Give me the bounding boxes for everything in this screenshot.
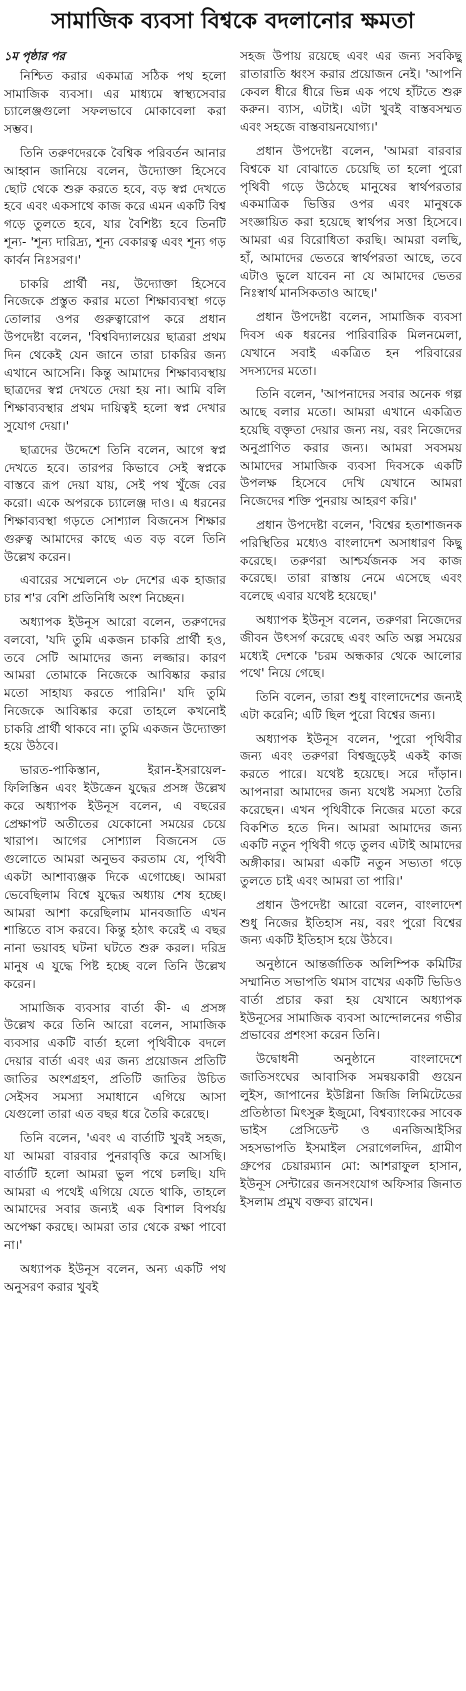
left-column	[4, 48, 226, 1686]
article-headline: সামাজিক ব্যবসা বিশ্বকে বদলানোর ক্ষমতা	[51, 9, 415, 34]
paragraph: ভারত-পাকিস্তান, ইরান-ইসরায়েল-ফিলিস্তিন এবং ইউক্রেন যুদ্ধের প্রসঙ্গ উল্লেখ করে অধ্যাপক ইউনূস বলেন, এ বছরের প্রেক্ষাপট অতীতের যেকোনো সময়ের চেয়ে খারাপ। আগের সোশ্যাল বিজনেস ডে গুলোতে আমরা অনুভব করতাম যে, পৃথিবী একটা আশাব্যঞ্জক দিকে এগোচ্ছে। আমরা ভেবেছিলাম বিশ্বে যুদ্ধের অধ্যায় শেষ হচ্ছে। আমরা আশা করেছিলাম মানবজাতি এখন শান্তিতে বাস করবে। কিন্তু হঠাৎ করেই এ বছর নানা ভয়াবহ ঘটনা ঘটতে শুরু করল। দরিদ্র মানুষ এ যুদ্ধে পিষ্ট হচ্ছে বলে তিনি উল্লেখ করেন।	[4, 763, 226, 991]
paragraph: চাকরি প্রার্থী নয়, উদ্যোক্তা হিসেবে নিজেকে প্রস্তুত করার মতো শিক্ষাব্যবস্থা গড়ে তোলার ওপর গুরুত্বারোপ করে প্রধান উপদেষ্টা বলেন, 'বিশ্ববিদ্যালয়ের ছাত্ররা প্রথম দিন থেকেই যেন জানে তারা চাকরির জন্য এখানে আসেনি। কিন্তু আমাদের শিক্ষাব্যবস্থায় ছাত্রদের স্বপ্ন দেখতে দেয়া হয় না। আমি বলি শিক্ষাব্যবস্থার প্রথম দায়িত্বই হলো স্বপ্ন দেখার সুযোগ দেয়া।'	[4, 276, 226, 433]
paragraph: প্রধান উপদেষ্টা বলেন, 'বিশ্বের হতাশাজনক পরিস্থিতির মধ্যেও বাংলাদেশ অসাধারণ কিছু করেছে। তরুণরা আশ্চর্যজনক সব কাজ করেছে। তারা রাস্তায় নেমে এসেছে এবং বলেছে এবার যথেষ্ট হয়েছে।'	[240, 517, 462, 604]
paragraph: অধ্যাপক ইউনূস বলেন, তরুণরা নিজেদের জীবন উৎসর্গ করেছে এবং অতি অল্প সময়ের মধ্যেই দেশকে 'চরম অন্ধকার থেকে আলোর পথে' নিয়ে গেছে।	[240, 612, 462, 681]
paragraph: সামাজিক ব্যবসার বার্তা কী- এ প্রসঙ্গ উল্লেখ করে তিনি আরো বলেন, সামাজিক ব্যবসার একটি বার্তা হলো পৃথিবীকে বদলে দেয়ার বার্তা এবং এর জন্য প্রয়োজন প্রতিটি জাতির অংশগ্রহণ, প্রতিটি জাতির উচিত সেইসব সমস্যা সমাধানে এগিয়ে আসা যেগুলো তারা এত বছর ধরে তৈরি করেছে।	[4, 1000, 226, 1122]
paragraph: তিনি তরুণদেরকে বৈশ্বিক পরিবর্তন আনার আহ্বান জানিয়ে বলেন, উদ্যোক্তা হিসেবে ছোট থেকে শুরু করতে হবে, বড় স্বপ্ন দেখতে হবে এবং একসাথে কাজ করে এমন একটি বিশ্ব গড়ে তুলতে হবে, যার বৈশিষ্ট্য হবে তিনটি শূন্য- 'শূন্য দারিদ্র্য, শূন্য বেকারত্ব এবং শূন্য গড় কার্বন নিঃসরণ।'	[4, 145, 226, 267]
continuation-label: ১ম পৃষ্ঠার পর	[4, 49, 65, 63]
paragraph: প্রধান উপদেষ্টা বলেন, সামাজিক ব্যবসা দিবস এক ধরনের পারিবারিক মিলনমেলা, যেখানে সবাই একত্রিত হন পরিবারের সদস্যদের মতো।	[240, 310, 462, 378]
paragraph: ছাত্রদের উদ্দেশে তিনি বলেন, আগে স্বপ্ন দেখতে হবে। তারপর কিভাবে সেই স্বপ্নকে বাস্তবে রূপ দেয়া যায়, সেই পথ খুঁজে বের করো। একে অপরকে চ্যালেঞ্জ দাও। এ ধরনের শিক্ষাব্যবস্থা গড়তে সোশ্যাল বিজনেস শিক্ষার গুরুত্ব আমাদের কাছে এত বড় বলে তিনি উল্লেখ করেন।	[4, 442, 226, 564]
right-column	[240, 48, 462, 1686]
paragraph: তিনি বলেন, 'এবং এ বার্তাটি খুবই সহজ, যা আমরা বারবার পুনরাবৃত্তি করে আসছি। বার্তাটি হলো আমরা ভুল পথে চলছি। যদি আমরা এ পথেই এগিয়ে যেতে থাকি, তাহলে আমাদের সবার জন্যই এক বিশাল বিপর্যয় অপেক্ষা করছে। আমরা তার থেকে রক্ষা পাবো না।'	[4, 1131, 226, 1252]
paragraph: অধ্যাপক ইউনূস বলেন, অন্য একটি পথ অনুসরণ করার খুবই	[4, 1261, 226, 1294]
paragraph: অধ্যাপক ইউনূস আরো বলেন, তরুণদের বলবো, 'যদি তুমি একজন চাকরি প্রার্থী হও, তবে সেটি আমাদের জন্য লজ্জার। কারণ আমরা তোমাকে নিজেকে আবিষ্কার করার মতো সাহায্য করতে পারিনি।' যদি তুমি নিজেকে আবিষ্কার করো তাহলে কখনোই চাকরি প্রার্থী থাকবে না। তুমি একজন উদ্যোক্তা হয়ে উঠবে।	[4, 614, 226, 754]
paragraph: সহজ উপায় রয়েছে এবং এর জন্য সবকিছু রাতারাতি ধ্বংস করার প্রয়োজন নেই। 'আপনি কেবল ধীরে ধীরে ভিন্ন এক পথে হাঁটতে শুরু করুন। ব্যাস, এটাই। এটা খুবই বাস্তবসম্মত এবং সহজে বাস্তবায়নযোগ্য।'	[240, 49, 462, 135]
paragraph: তিনি বলেন, তারা শুধু বাংলাদেশের জন্যই এটা করেনি; এটি ছিল পুরো বিশ্বের জন্য।	[240, 690, 462, 722]
paragraph: উদ্বোধনী অনুষ্ঠানে বাংলাদেশে জাতিসংঘের আবাসিক সমন্বয়কারী গুয়েন লুইস, জাপানের ইউগ্লিনা জিজি লিমিটেডের প্রতিষ্ঠাতা মিৎসুরু ইজুমো, বিশ্বব্যাংকের সাবেক ভাইস প্রেসিডেন্ট ও এনজিআইসির সহসভাপতি ইসমাইল সেরাগেলদিন, গ্রামীণ গ্রুপের চেয়ারম্যান মো: আশরাফুল হাসান, ইউনূস সেন্টারের জনসংযোগ অফিসার জিনাত ইসলাম প্রমুখ বক্তব্য রাখেন।	[240, 1052, 462, 1209]
paragraph: এবারের সম্মেলনে ৩৮ দেশের এক হাজার চার শ'র বেশি প্রতিনিধি অংশ নিচ্ছেন।	[4, 573, 226, 606]
paragraph: অধ্যাপক ইউনূস বলেন, 'পুরো পৃথিবীর জন্য এবং তরুণরা বিশ্বজুড়েই একই কাজ করতে পারে। যথেষ্ট হয়েছে। সরে দাঁড়ান। আপনারা আমাদের জন্য যথেষ্ট সমস্যা তৈরি করেছেন। এখন পৃথিবীকে নিজের মতো করে বিকশিত হতে দিন। আমরা আমাদের জন্য একটি নতুন পৃথিবী গড়ে তুলব এটাই আমাদের অঙ্গীকার। আমরা একটি নতুন সভ্যতা গড়ে তুলতে চাই এবং আমরা তা পারি।'	[240, 731, 462, 889]
paragraph: নিশ্চিত করার একমাত্র সঠিক পথ হলো সামাজিক ব্যবসা। এর মাধ্যমে স্বাস্থ্যসেবার চ্যালেঞ্জগুলো সফলভাবে মোকাবেলা করা সম্ভব।	[4, 68, 226, 137]
paragraph: প্রধান উপদেষ্টা বলেন, 'আমরা বারবার বিশ্বকে যা বোঝাতে চেয়েছি তা হলো পুরো পৃথিবী গড়ে উঠেছে মানুষের স্বার্থপরতার একমাত্রিক ভিত্তির ওপর এবং মানুষকে সংজ্ঞায়িত করা হয়েছে স্বার্থপর সত্তা হিসেবে। আমরা এর বিরোধিতা করছি। আমরা বলছি, হাঁ, আমাদের ভেতরে স্বার্থপরতা আছে, তবে এটাও ভুলে যাবেন না যে আমাদের ভেতর নিঃস্বার্থ মানসিকতাও আছে।'	[240, 143, 462, 301]
paragraph: প্রধান উপদেষ্টা আরো বলেন, বাংলাদেশ শুধু নিজের ইতিহাস নয়, বরং পুরো বিশ্বের জন্য একটি ইতিহাস হয়ে উঠবে।	[240, 897, 462, 948]
paragraph: অনুষ্ঠানে আন্তর্জাতিক অলিম্পিক কমিটির সম্মানিত সভাপতি থমাস বাখের একটি ভিডিও বার্তা প্রচার করা হয় যেখানে অধ্যাপক ইউনূসের সামাজিক ব্যবসা আন্দোলনের গভীর প্রভাবের প্রশংসা করেন তিনি।	[240, 957, 462, 1043]
paragraph: তিনি বলেন, 'আপনাদের সবার অনেক গল্প আছে বলার মতো। আমরা এখানে একত্রিত হয়েছি বক্তৃতা দেয়ার জন্য নয়, বরং নিজেদের অনুপ্রাণিত করার জন্য। আমরা সবসময় আমাদের সামাজিক ব্যবসা দিবসকে একটি উপলক্ষ হিসেবে দেখি যেখানে আমরা নিজেদের শক্তি পুনরায় আহরণ করি।'	[240, 387, 462, 509]
